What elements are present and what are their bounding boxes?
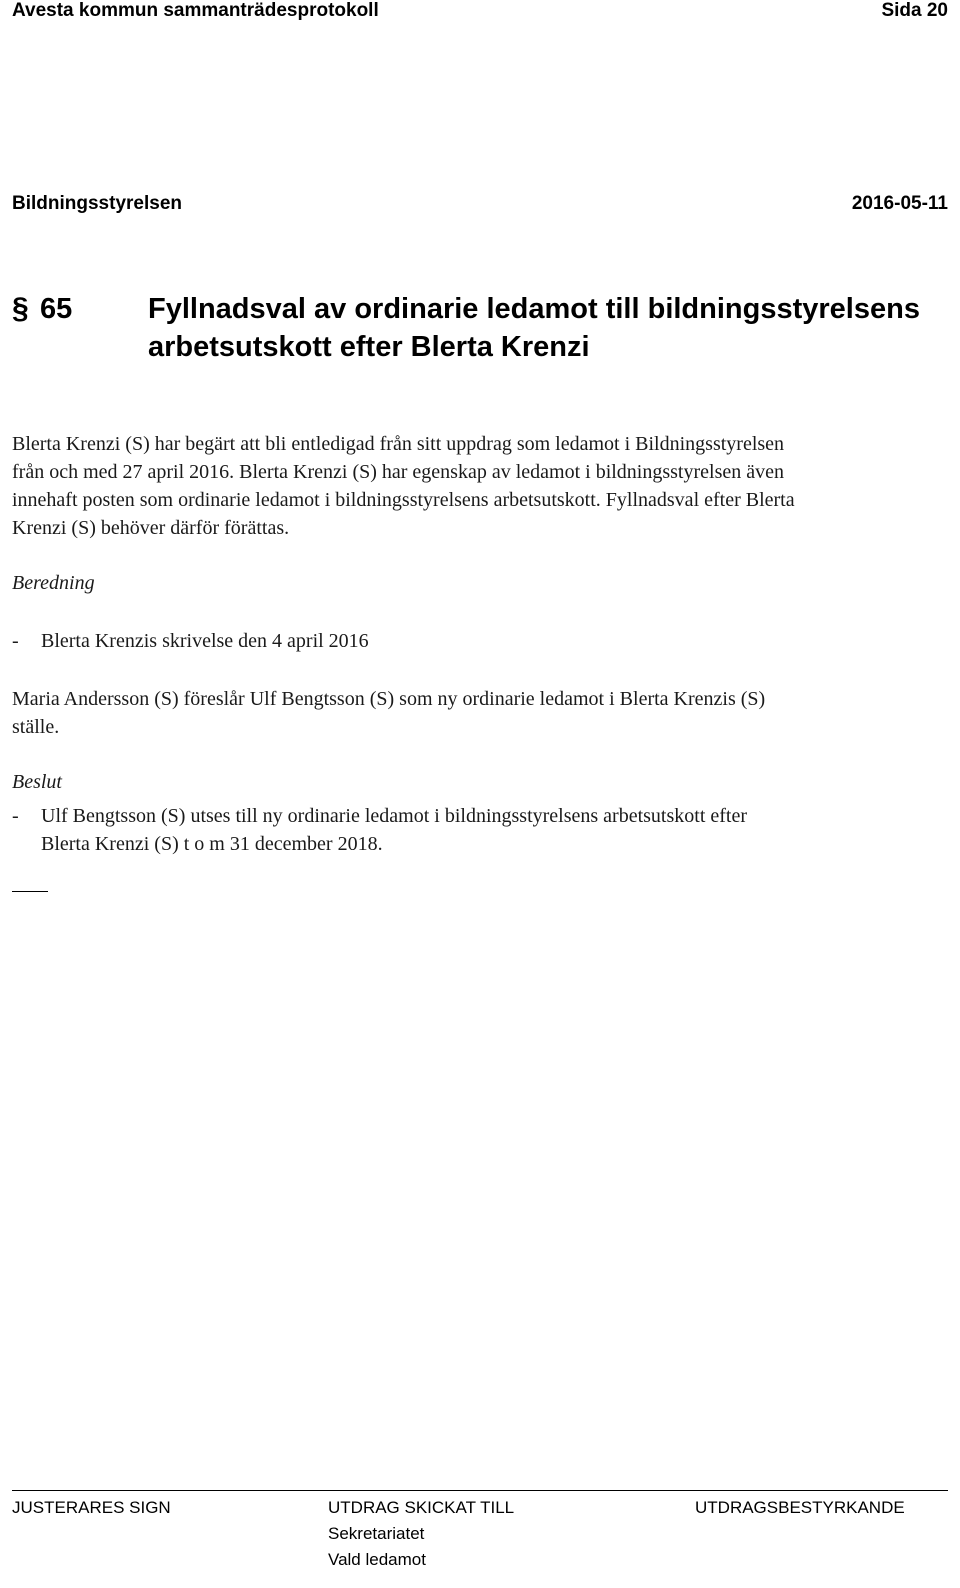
list-dash: - [12,630,19,652]
decision-heading: Beslut [12,771,62,793]
intro-line-2: från och med 27 april 2016. Blerta Krenzi (S) har egenskap av ledamot i bildningsstyrelsen även [12,461,784,483]
intro-line-3: innehaft posten som ordinarie ledamot i bildningsstyrelsens arbetsutskott. Fyllnadsval efter Blerta [12,489,795,511]
list-dash: - [12,805,19,827]
footer-sent-label: UTDRAG SKICKAT TILL [328,1498,515,1517]
footer-divider [12,1490,948,1491]
meeting-date: 2016-05-11 [851,193,948,214]
list-item-text [41,802,941,858]
intro-line-1: Blerta Krenzi (S) har begärt att bli entledigad från sitt uppdrag som ledamot i Bildningsstyrelsen [12,433,785,455]
section-title: Fyllnadsval av ordinarie ledamot till bildningsstyrelsens arbetsutskott efter Blerta Krenzi [148,293,920,363]
decision-line-1: Ulf Bengtsson (S) utses till ny ordinarie ledamot i bildningsstyrelsens arbetsutskott efter [41,805,748,827]
page-number: Sida 20 [881,0,948,21]
proposal-line-1: Maria Andersson (S) föreslår Ulf Bengtsson (S) som ny ordinarie ledamot i Blerta Krenzis (S) [12,688,766,710]
intro-line-4: Krenzi (S) behöver därför förättas. [12,517,290,539]
footer-sign-label: JUSTERARES SIGN [12,1498,171,1517]
board-name: Bildningsstyrelsen [12,193,182,214]
footer-sign [12,1495,171,1521]
footer-sent-recipient: Vald ledamot [328,1550,426,1569]
proposal-paragraph [12,685,952,741]
footer-sent-recipient: Sekretariatet [328,1524,425,1543]
section-number: 65 [40,293,73,325]
preparation-heading: Beredning [12,572,95,594]
decision-line-2: Blerta Krenzi (S) t o m 31 december 2018. [41,833,383,855]
intro-paragraph [12,430,952,542]
publication-title: Avesta kommun sammanträdesprotokoll [12,0,379,21]
footer-certify-label: UTDRAGSBESTYRKANDE [695,1498,905,1517]
footer-certify [695,1495,905,1521]
section-end-divider [12,891,48,892]
footer-sent [328,1495,514,1573]
section-sign: § [12,292,29,325]
list-item-text: Blerta Krenzis skrivelse den 4 april 2016 [41,630,369,652]
proposal-line-2: ställe. [12,716,60,738]
page-header [12,0,948,26]
